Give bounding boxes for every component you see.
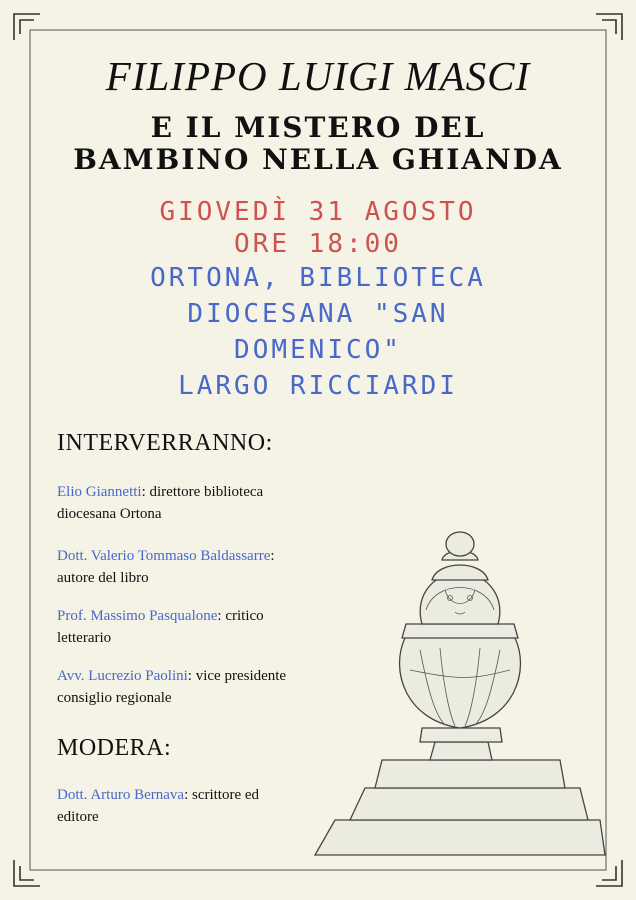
time-line: ORE 18:00 — [234, 229, 402, 259]
location-line-4: LARGO RICCIARDI — [178, 371, 458, 401]
speaker-item — [57, 545, 275, 589]
speaker-sep: : — [217, 608, 222, 624]
event-date — [0, 196, 636, 260]
speaker-role-cont: autore del libro — [57, 570, 149, 586]
moderator-name: Dott. Arturo Bernava — [57, 787, 185, 803]
speaker-sep: : — [270, 548, 275, 564]
speaker-role-cont: consiglio regionale — [57, 690, 172, 706]
location-line-1: ORTONA, BIBLIOTECA — [150, 263, 486, 293]
speaker-role: critico — [221, 608, 264, 624]
speaker-sep: : — [141, 484, 146, 500]
location-line-3: DOMENICO" — [234, 335, 402, 365]
speaker-role: vice presidente — [191, 668, 287, 684]
speaker-name: Prof. Massimo Pasqualone — [57, 608, 218, 624]
speaker-role: direttore biblioteca — [145, 484, 264, 500]
subtitle-line-1: E IL MISTERO DEL — [150, 111, 486, 144]
moderator-item — [57, 784, 259, 828]
event-subtitle — [0, 112, 636, 176]
speaker-item — [57, 605, 264, 649]
speaker-role-cont: letterario — [57, 630, 112, 646]
moderator-role-cont: editore — [57, 809, 99, 825]
acorn-statue-illustration — [310, 520, 610, 860]
speaker-name: Avv. Lucrezio Paolini — [57, 668, 188, 684]
date-line: GIOVEDÌ 31 AGOSTO — [159, 197, 477, 227]
moderator-sep: : — [184, 787, 189, 803]
speaker-sep: : — [187, 668, 192, 684]
speakers-heading: INTERVERRANNO: — [57, 430, 273, 456]
moderator-role: scrittore ed — [188, 787, 260, 803]
subtitle-line-2: BAMBINO NELLA GHIANDA — [73, 143, 563, 176]
speaker-item — [57, 665, 286, 709]
speaker-item — [57, 481, 263, 525]
speaker-name: Elio Giannetti — [57, 484, 142, 500]
moderator-heading: MODERA: — [57, 735, 172, 761]
speaker-role-cont: diocesana Ortona — [57, 506, 162, 522]
speaker-name: Dott. Valerio Tommaso Baldassarre — [57, 548, 271, 564]
location-line-2: DIOCESANA "SAN — [187, 299, 449, 329]
event-location — [0, 260, 636, 404]
event-title: FILIPPO LUIGI MASCI — [105, 53, 531, 99]
